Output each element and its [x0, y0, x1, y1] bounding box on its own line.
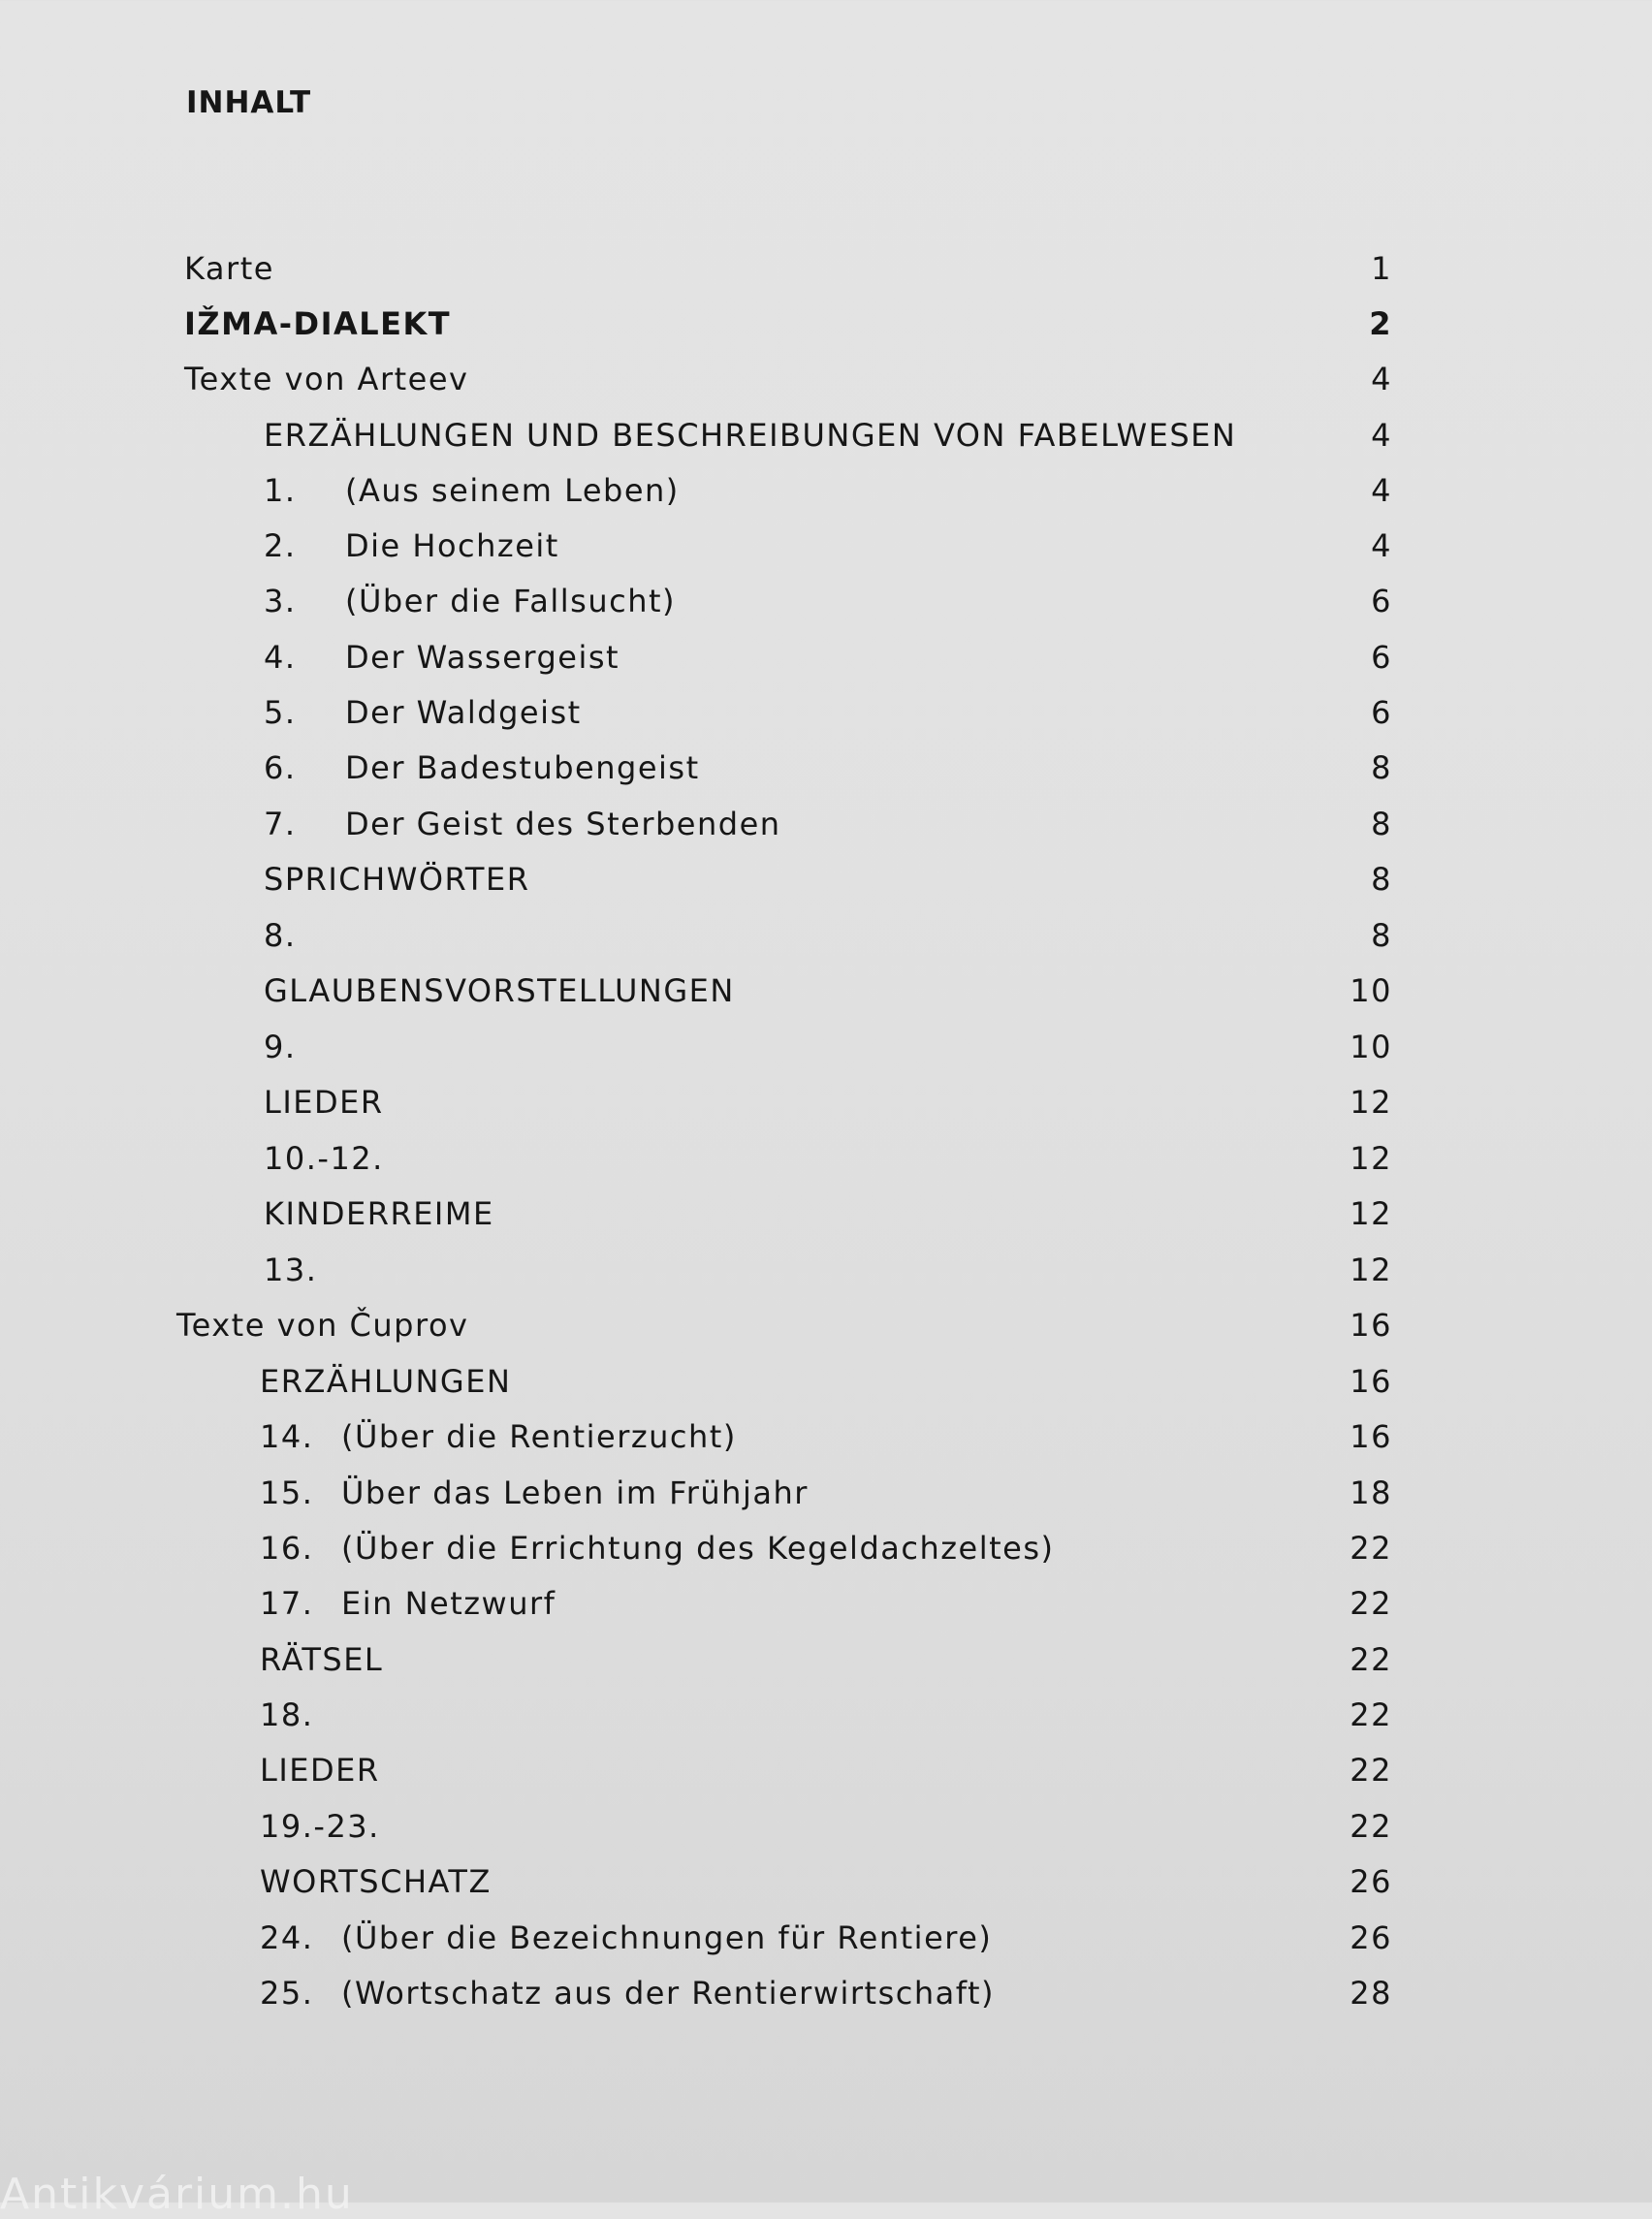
page-number: 18: [1350, 1474, 1392, 1511]
toc-entry: [264, 806, 1392, 850]
entry-number: 25.: [260, 1975, 314, 2012]
entry-title: WORTSCHATZ: [260, 1863, 492, 1900]
page-number: 26: [1350, 1919, 1392, 1956]
toc-entry: [176, 1307, 1392, 1351]
page-number: 22: [1350, 1752, 1392, 1789]
toc-entry: [184, 305, 1392, 350]
toc-entry: [264, 1252, 1392, 1296]
page-number: 12: [1350, 1140, 1392, 1177]
entry-number: 13.: [264, 1252, 318, 1288]
page-number: 1: [1371, 250, 1392, 287]
entry-title: Texte von Čuprov: [176, 1307, 469, 1344]
entry-title: (Über die Rentierzucht): [341, 1418, 737, 1455]
toc-entry: [264, 917, 1392, 962]
page-number: 2: [1369, 305, 1392, 342]
entry-title: (Wortschatz aus der Rentierwirtschaft): [341, 1975, 995, 2012]
toc-entry: [260, 1474, 1392, 1519]
entry-title: LIEDER: [260, 1752, 380, 1789]
entry-number: 2.: [264, 527, 297, 564]
page-number: 22: [1350, 1641, 1392, 1678]
entry-number: 10.-12.: [264, 1140, 384, 1177]
page-number: 6: [1371, 694, 1392, 731]
page-number: 22: [1350, 1696, 1392, 1733]
toc-entry: [264, 527, 1392, 572]
page-number: 4: [1371, 472, 1392, 509]
toc-entry: [260, 1418, 1392, 1463]
entry-title: SPRICHWÖRTER: [264, 861, 530, 898]
entry-title: Texte von Arteev: [184, 361, 469, 397]
toc-entry: [184, 361, 1392, 405]
toc-entry: [264, 749, 1392, 794]
entry-title: LIEDER: [264, 1084, 384, 1121]
entry-title: Der Wassergeist: [345, 639, 620, 676]
entry-title: ERZÄHLUNGEN: [260, 1363, 512, 1400]
page-number: 4: [1371, 417, 1392, 454]
entry-number: 1.: [264, 472, 297, 509]
toc-entry: [264, 861, 1392, 905]
entry-title: Der Waldgeist: [345, 694, 582, 731]
page-number: 6: [1371, 583, 1392, 619]
toc-entry: [260, 1530, 1392, 1574]
entry-title: (Über die Errichtung des Kegeldachzeltes): [341, 1530, 1055, 1567]
page-number: 16: [1350, 1307, 1392, 1344]
entry-title: Der Geist des Sterbenden: [345, 806, 781, 842]
entry-number: 3.: [264, 583, 297, 619]
entry-number: 17.: [260, 1585, 314, 1622]
entry-title: IŽMA-DIALEKT: [184, 305, 452, 342]
entry-number: 7.: [264, 806, 297, 842]
entry-number: 18.: [260, 1696, 314, 1733]
toc-entry: [260, 1696, 1392, 1741]
page-number: 10: [1350, 972, 1392, 1009]
page-number: 16: [1350, 1363, 1392, 1400]
entry-number: 14.: [260, 1418, 314, 1455]
toc-entry: [260, 1363, 1392, 1408]
page-number: 8: [1371, 861, 1392, 898]
entry-title: (Über die Fallsucht): [345, 583, 677, 619]
entry-number: 9.: [264, 1029, 297, 1065]
page-number: 22: [1350, 1808, 1392, 1845]
page-title: INHALT: [186, 85, 312, 120]
entry-title: Die Hochzeit: [345, 527, 559, 564]
toc-entry: [264, 417, 1392, 461]
entry-title: Karte: [184, 250, 274, 287]
toc-entry: [184, 250, 1392, 295]
toc-entry: [260, 1585, 1392, 1630]
entry-number: 19.-23.: [260, 1808, 380, 1845]
toc-entry: [260, 1975, 1392, 2019]
toc-entry: [264, 472, 1392, 517]
page-number: 12: [1350, 1252, 1392, 1288]
entry-number: 5.: [264, 694, 297, 731]
toc-entry: [264, 1029, 1392, 1073]
entry-title: (Über die Bezeichnungen für Rentiere): [341, 1919, 993, 1956]
entry-title: RÄTSEL: [260, 1641, 384, 1678]
toc-entry: [260, 1863, 1392, 1908]
entry-title: Ein Netzwurf: [341, 1585, 556, 1622]
toc-entry: [264, 694, 1392, 739]
page-number: 28: [1350, 1975, 1392, 2012]
entry-number: 6.: [264, 749, 297, 786]
page-number: 22: [1350, 1530, 1392, 1567]
entry-title: GLAUBENSVORSTELLUNGEN: [264, 972, 735, 1009]
entry-number: 15.: [260, 1474, 314, 1511]
page-number: 4: [1371, 361, 1392, 397]
toc-entry: [264, 583, 1392, 627]
entry-title: Der Badestubengeist: [345, 749, 700, 786]
entry-title: Über das Leben im Frühjahr: [341, 1474, 809, 1511]
entry-title: ERZÄHLUNGEN UND BESCHREIBUNGEN VON FABELWESEN: [264, 417, 1237, 454]
page-number: 8: [1371, 806, 1392, 842]
page-number: 12: [1350, 1195, 1392, 1232]
toc-entry: [264, 1084, 1392, 1128]
entry-number: 16.: [260, 1530, 314, 1567]
page-number: 22: [1350, 1585, 1392, 1622]
toc-entry: [264, 1195, 1392, 1240]
page-number: 4: [1371, 527, 1392, 564]
page-number: 26: [1350, 1863, 1392, 1900]
toc-entry: [264, 972, 1392, 1017]
toc-entry: [260, 1919, 1392, 1964]
page-number: 8: [1371, 917, 1392, 954]
toc-entry: [260, 1641, 1392, 1686]
watermark: Antikvárium.hu: [0, 2170, 354, 2219]
page-number: 8: [1371, 749, 1392, 786]
toc-entry: [264, 1140, 1392, 1185]
page-number: 10: [1350, 1029, 1392, 1065]
page-number: 6: [1371, 639, 1392, 676]
toc-entry: [260, 1808, 1392, 1853]
entry-title: KINDERREIME: [264, 1195, 494, 1232]
toc-entry: [260, 1752, 1392, 1796]
entry-number: 4.: [264, 639, 297, 676]
entry-title: (Aus seinem Leben): [345, 472, 680, 509]
toc-entry: [264, 639, 1392, 683]
page-number: 16: [1350, 1418, 1392, 1455]
entry-number: 8.: [264, 917, 297, 954]
entry-number: 24.: [260, 1919, 314, 1956]
page-number: 12: [1350, 1084, 1392, 1121]
